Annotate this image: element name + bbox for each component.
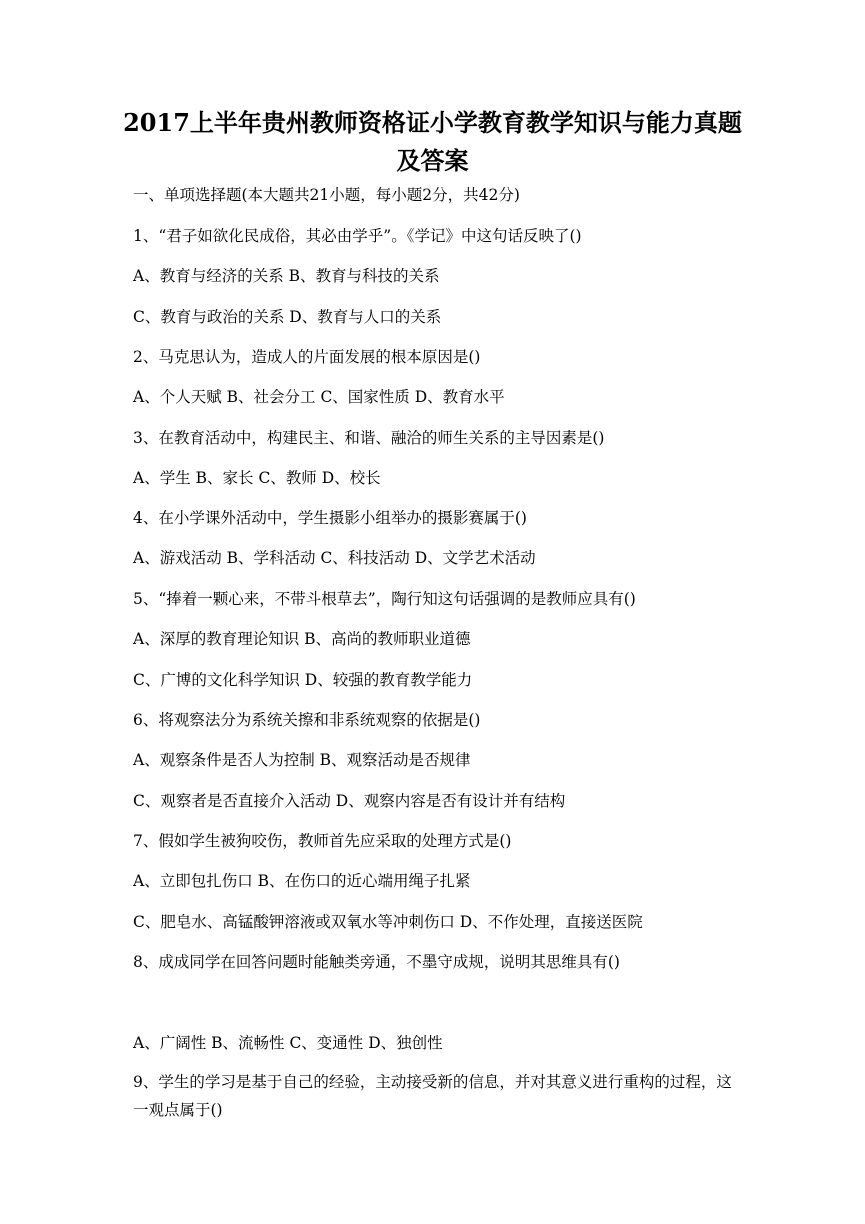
question-6: 6、将观察法分为系统关擦和非系统观察的依据是() [133, 711, 481, 729]
title-line-2: 及答案 [396, 146, 469, 175]
question-5-options-cd: C、广博的文化科学知识 D、较强的教育教学能力 [133, 671, 473, 689]
question-2-options: A、个人天赋 B、社会分工 C、国家性质 D、教育水平 [133, 388, 505, 406]
section-heading: 一、单项选择题(本大题共21小题，每小题2分，共42分) [133, 186, 520, 204]
document-title [100, 104, 765, 180]
question-9: 9、学生的学习是基于自己的经验，主动接受新的信息，并对其意义进行重构的过程，这一观点属于() [133, 1073, 732, 1119]
question-8-options: A、广阔性 B、流畅性 C、变通性 D、独创性 [133, 1034, 443, 1052]
question-1: 1、“君子如欲化民成俗，其必由学乎”。《学记》中这句话反映了() [133, 227, 582, 245]
question-7: 7、假如学生被狗咬伤，教师首先应采取的处理方式是() [133, 832, 512, 850]
question-6-options-cd: C、观察者是否直接介入活动 D、观察内容是否有设计并有结构 [133, 792, 566, 810]
question-2: 2、马克思认为，造成人的片面发展的根本原因是() [133, 348, 481, 366]
question-1-options-cd: C、教育与政治的关系 D、教育与人口的关系 [133, 308, 442, 326]
question-5: 5、“捧着一颗心来，不带斗根草去”，陶行知这句话强调的是教师应具有() [133, 590, 636, 608]
question-4-options: A、游戏活动 B、学科活动 C、科技活动 D、文学艺术活动 [133, 549, 536, 567]
question-1-options-ab: A、教育与经济的关系 B、教育与科技的关系 [133, 267, 440, 285]
question-7-options-ab: A、立即包扎伤口 B、在伤口的近心端用绳子扎紧 [133, 872, 471, 890]
question-3: 3、在教育活动中，构建民主、和谐、融洽的师生关系的主导因素是() [133, 429, 605, 447]
question-3-options: A、学生 B、家长 C、教师 D、校长 [133, 469, 381, 487]
question-5-options-ab: A、深厚的教育理论知识 B、高尚的教师职业道德 [133, 630, 471, 648]
question-7-options-cd: C、肥皂水、高锰酸钾溶液或双氧水等冲刺伤口 D、不作处理，直接送医院 [133, 913, 643, 931]
title-line-1: 2017上半年贵州教师资格证小学教育教学知识与能力真题 [123, 108, 742, 137]
question-8: 8、成成同学在回答问题时能触类旁通，不墨守成规，说明其思维具有() [133, 953, 620, 971]
question-6-options-ab: A、观察条件是否人为控制 B、观察活动是否规律 [133, 751, 471, 769]
question-4: 4、在小学课外活动中，学生摄影小组举办的摄影赛属于() [133, 509, 527, 527]
